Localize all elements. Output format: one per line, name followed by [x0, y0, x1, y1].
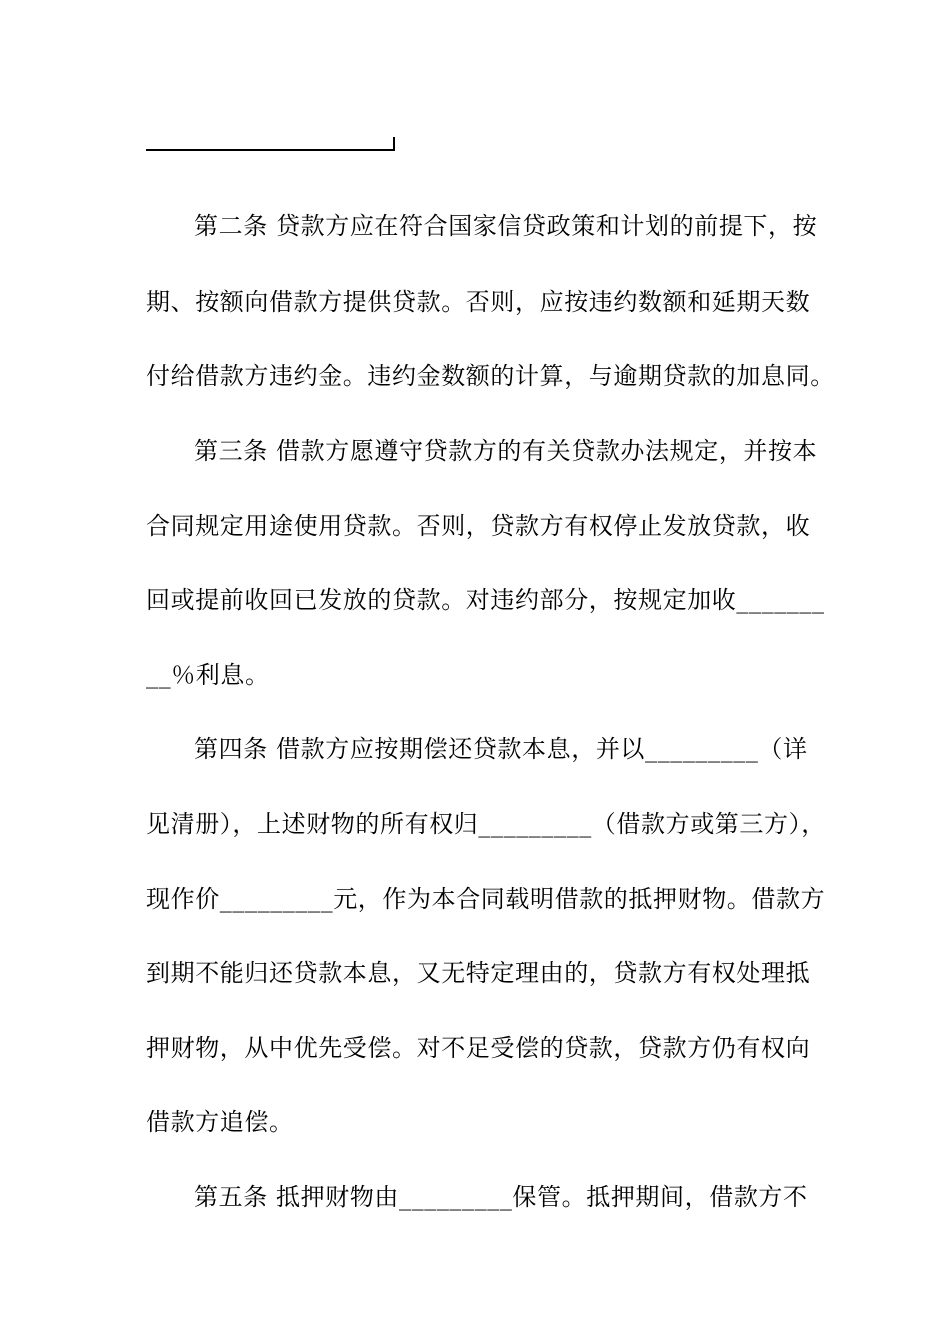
article-4-line-3: 现作价_________元，作为本合同载明借款的抵押财物。借款方: [146, 885, 826, 913]
article-2-line-2: 期、按额向借款方提供贷款。否则，应按违约数额和延期天数: [146, 288, 811, 316]
article-3-line-3: 回或提前收回已发放的贷款。对违约部分，按规定加收_______: [146, 586, 825, 614]
article-5-line-1: 第五条 抵押财物由_________保管。抵押期间，借款方不: [194, 1183, 808, 1211]
signature-underline: [146, 149, 394, 151]
article-4-line-6: 借款方追偿。: [146, 1108, 294, 1136]
article-4-line-2: 见清册），上述财物的所有权归_________（借款方或第三方），: [146, 810, 826, 838]
article-3-line-2: 合同规定用途使用贷款。否则，贷款方有权停止发放贷款，收: [146, 512, 811, 540]
article-3-line-1: 第三条 借款方愿遵守贷款方的有关贷款办法规定，并按本: [194, 437, 818, 465]
article-3-line-4: __％利息。: [146, 661, 270, 689]
article-4-line-4: 到期不能归还贷款本息，又无特定理由的，贷款方有权处理抵: [146, 959, 811, 987]
article-4-line-5: 押财物，从中优先受偿。对不足受偿的贷款，贷款方仍有权向: [146, 1034, 811, 1062]
underline-end-mark: [393, 137, 395, 151]
article-2-line-1: 第二条 贷款方应在符合国家信贷政策和计划的前提下，按: [194, 212, 818, 240]
article-4-line-1: 第四条 借款方应按期偿还贷款本息，并以_________（详: [194, 735, 808, 763]
article-2-line-3: 付给借款方违约金。违约金数额的计算，与逾期贷款的加息同。: [146, 362, 835, 390]
